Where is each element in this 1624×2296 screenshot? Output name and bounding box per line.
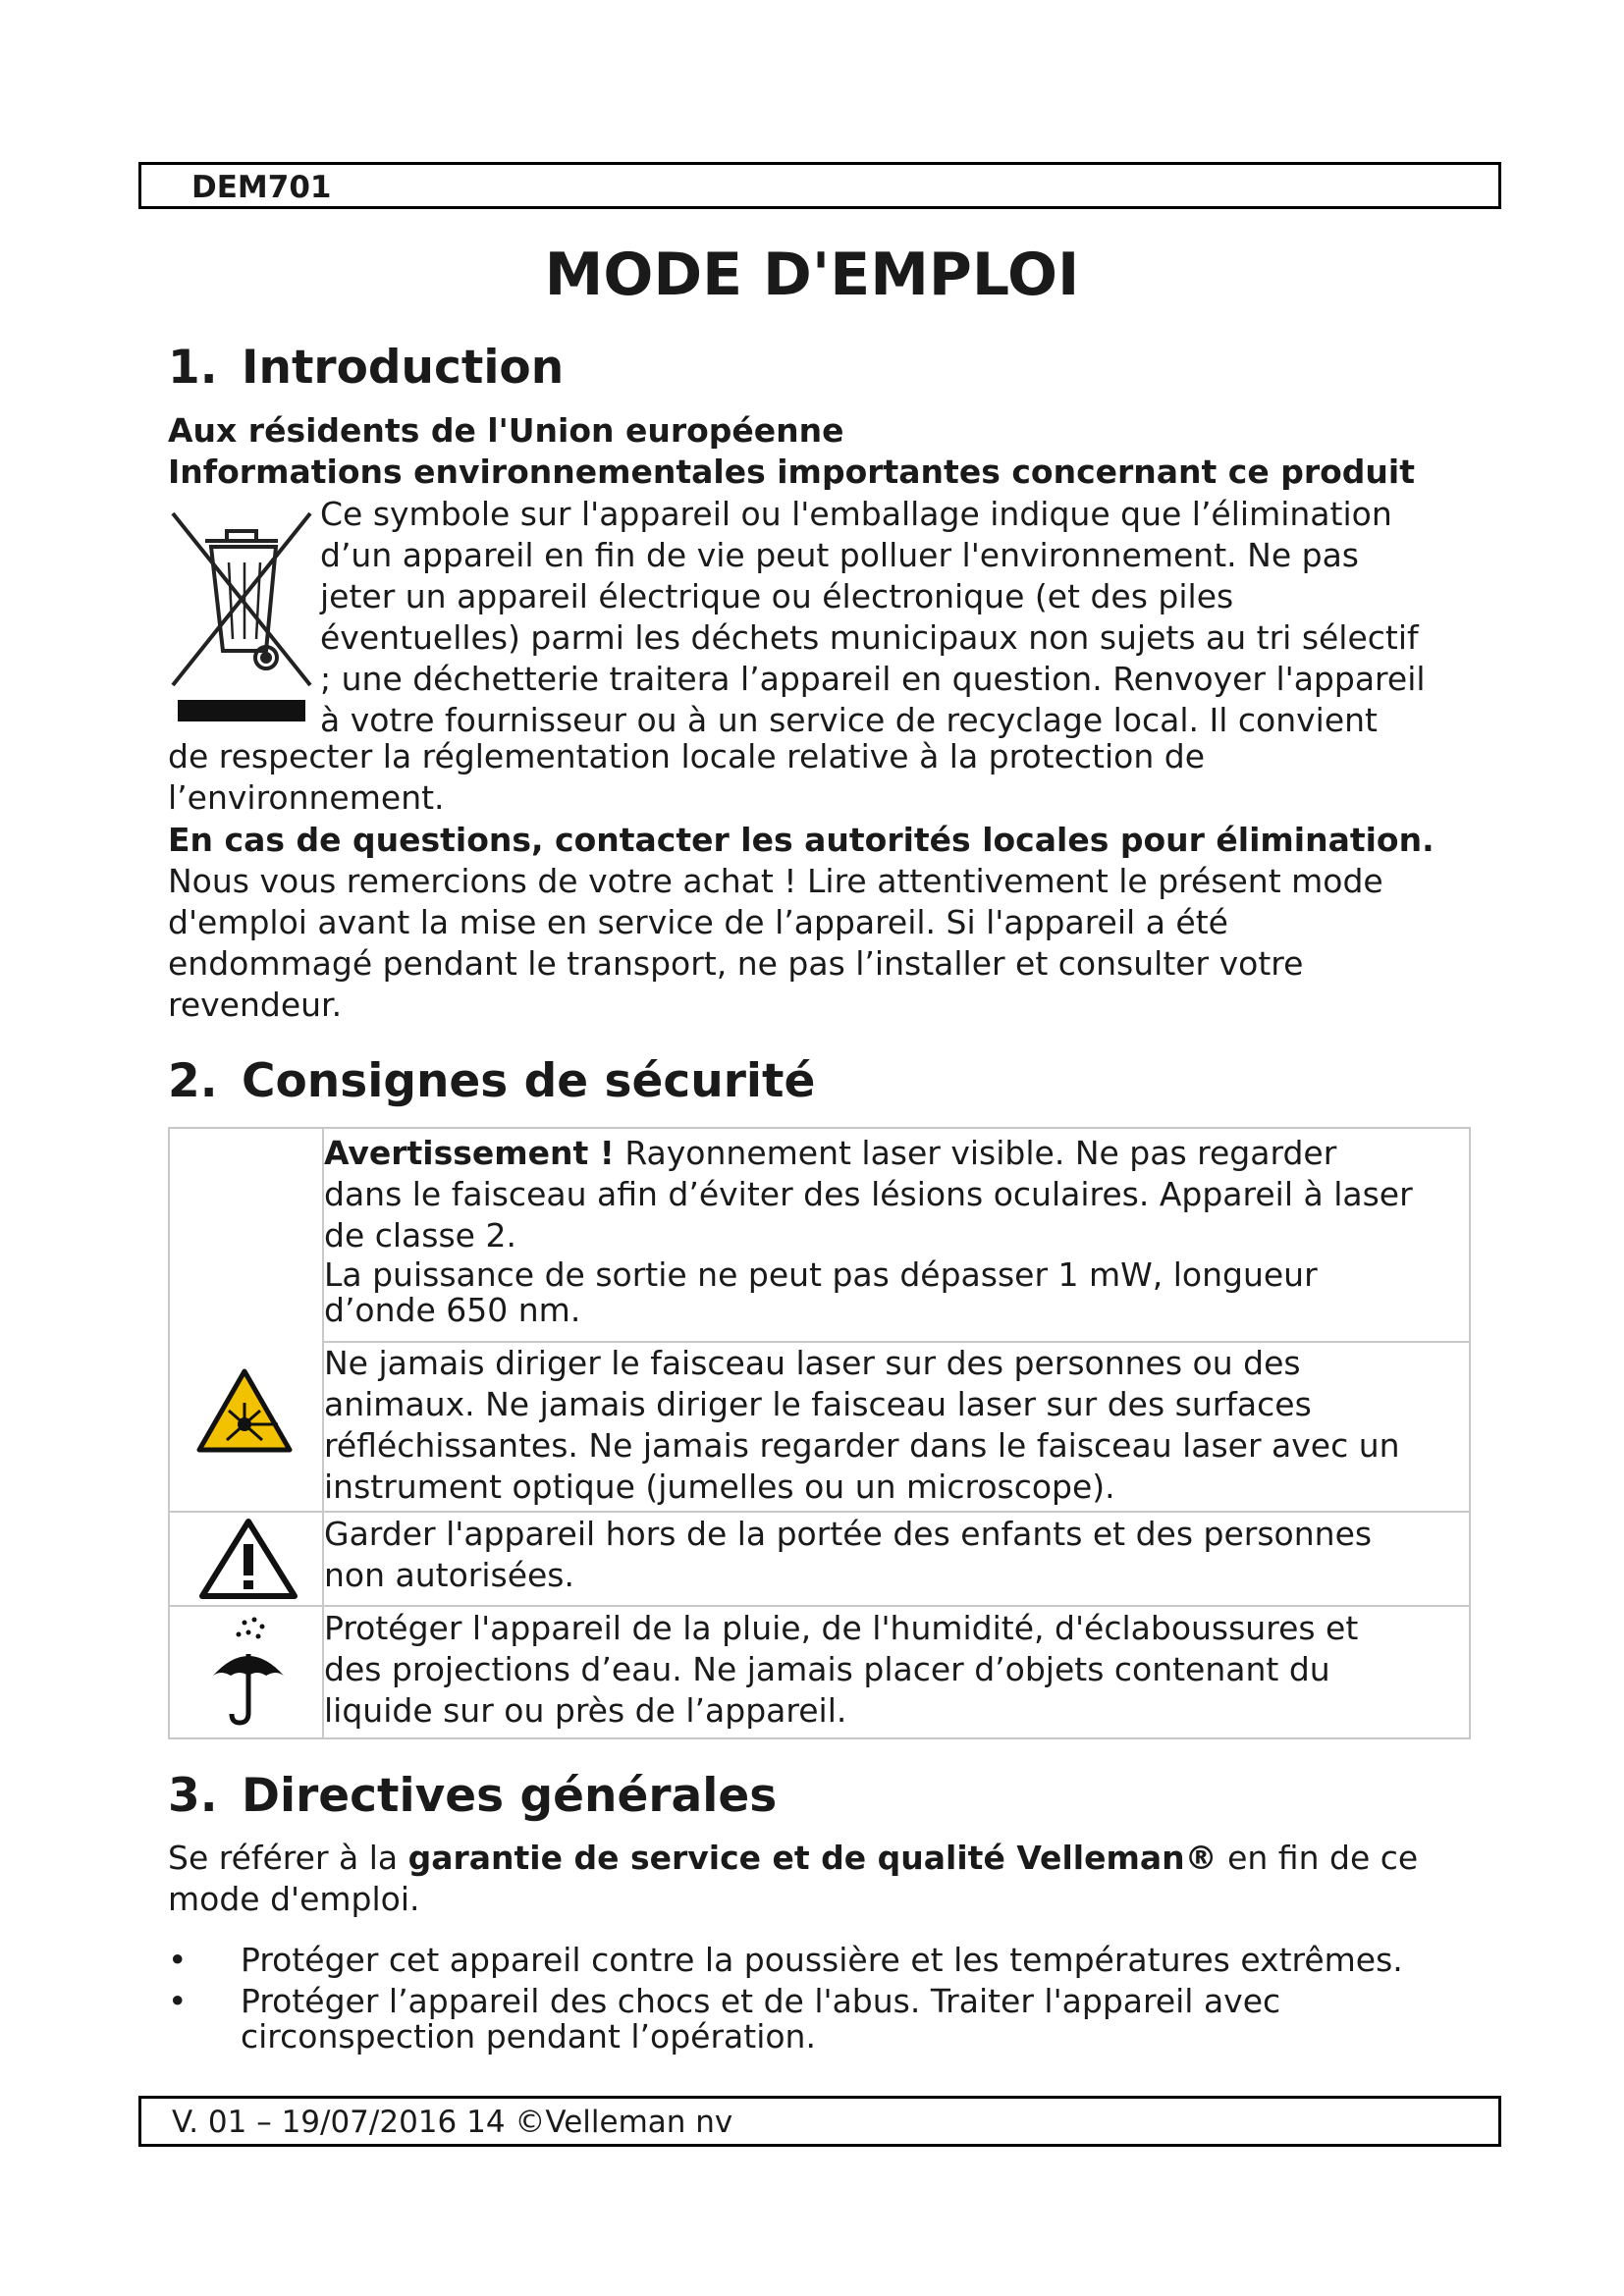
laser-direction-line: Ne jamais diriger le faisceau laser sur des personnes ou des (324, 1344, 1301, 1382)
warranty-ref-bold: garantie de service et de qualité Velleman® (407, 1839, 1218, 1877)
model-number: DEM701 (191, 170, 332, 205)
thanks-text-line: endommagé pendant le transport, ne pas l’installer et consulter votre (168, 944, 1304, 983)
laser-power-line: d’onde 650 nm. (324, 1291, 581, 1329)
warranty-ref-suffix: en fin de ce (1217, 1839, 1419, 1877)
water-warning-line: des projections d’eau. Ne jamais placer d’objets contenant du (324, 1650, 1330, 1688)
laser-direction-line: réfléchissantes. Ne jamais regarder dans le faisceau laser avec un (324, 1426, 1400, 1465)
env-text-line: Ce symbole sur l'appareil ou l'emballage indique que l’élimination (320, 495, 1392, 533)
env-text-line: ; une déchetterie traitera l’appareil en question. Renvoyer l'appareil (320, 660, 1426, 698)
section-number: 1. (168, 341, 218, 395)
safety-table (168, 1127, 1471, 1739)
page-title: MODE D'EMPLOI (544, 240, 1080, 309)
bullet-symbol: • (168, 1941, 188, 1979)
umbrella-rain-icon (209, 1615, 288, 1728)
section-title: Directives générales (242, 1769, 778, 1823)
laser-direction-line: instrument optique (jumelles ou un microscope). (324, 1468, 1115, 1506)
laser-warning-line: dans le faisceau afin d’éviter des lésions oculaires. Appareil à laser (324, 1175, 1413, 1213)
section-1-heading (168, 339, 564, 398)
crossed-out-wheelie-bin-icon (168, 504, 315, 729)
bullet-symbol: • (168, 1982, 188, 2020)
questions-notice: En cas de questions, contacter les autorités locales pour élimination. (168, 821, 1435, 859)
table-divider (170, 1605, 1469, 1607)
environment-subheading: Informations environnementales importantes concernant ce produit (168, 453, 1416, 491)
env-text-line: l’environnement. (168, 778, 445, 817)
section-title: Consignes de sécurité (242, 1054, 816, 1108)
eu-residents-subheading: Aux résidents de l'Union européenne (168, 411, 844, 450)
bullet-item: Protéger cet appareil contre la poussière et les températures extrêmes. (241, 1941, 1403, 1979)
bullet-item-continuation: circonspection pendant l’opération. (241, 2017, 816, 2056)
thanks-text-line: revendeur. (168, 986, 343, 1024)
header-box (138, 162, 1501, 209)
thanks-text-line: d'emploi avant la mise en service de l’appareil. Si l'appareil a été (168, 903, 1228, 941)
env-text-line: d’un appareil en fin de vie peut polluer l'environnement. Ne pas (320, 536, 1359, 574)
water-warning-line: Protéger l'appareil de la pluie, de l'humidité, d'éclaboussures et (324, 1609, 1359, 1647)
section-title: Introduction (242, 341, 565, 395)
section-number: 2. (168, 1054, 218, 1108)
section-2-heading (168, 1052, 815, 1111)
water-warning-line: liquide sur ou près de l’appareil. (324, 1691, 847, 1730)
section-3-heading (168, 1767, 777, 1826)
laser-warning-line: de classe 2. (324, 1216, 516, 1255)
warranty-reference (168, 1838, 1418, 1879)
laser-warning-line (324, 1133, 1336, 1174)
footer-text: V. 01 – 19/07/2016 14 ©Velleman nv (172, 2105, 733, 2140)
thanks-text-line: Nous vous remercions de votre achat ! Lire attentivement le présent mode (168, 862, 1383, 900)
laser-power-line: La puissance de sortie ne peut pas dépasser 1 mW, longueur (324, 1255, 1318, 1294)
env-text-line: éventuelles) parmi les déchets municipaux non sujets au tri sélectif (320, 618, 1419, 657)
children-warning-line: Garder l'appareil hors de la portée des enfants et des personnes (324, 1515, 1373, 1553)
warranty-ref-prefix: Se référer à la (168, 1839, 408, 1877)
env-text-line: jeter un appareil électrique ou électronique (et des piles (320, 577, 1234, 615)
warning-label: Avertissement ! (324, 1134, 615, 1172)
warranty-reference-line2: mode d'emploi. (168, 1880, 420, 1918)
laser-warning-icon (195, 1367, 294, 1456)
table-divider (170, 1511, 1469, 1513)
bullet-item: Protéger l’appareil des chocs et de l'abus. Traiter l'appareil avec (241, 1982, 1281, 2020)
env-text-line: de respecter la réglementation locale relative à la protection de (168, 737, 1205, 775)
footer-box (138, 2096, 1501, 2147)
caution-triangle-icon (197, 1517, 299, 1601)
env-text-line: à votre fournisseur ou à un service de recyclage local. Il convient (320, 701, 1378, 739)
section-number: 3. (168, 1769, 218, 1823)
children-warning-line: non autorisées. (324, 1556, 574, 1594)
laser-direction-line: animaux. Ne jamais diriger le faisceau laser sur des surfaces (324, 1385, 1312, 1423)
laser-warning-text: Rayonnement laser visible. Ne pas regarder (614, 1134, 1337, 1172)
